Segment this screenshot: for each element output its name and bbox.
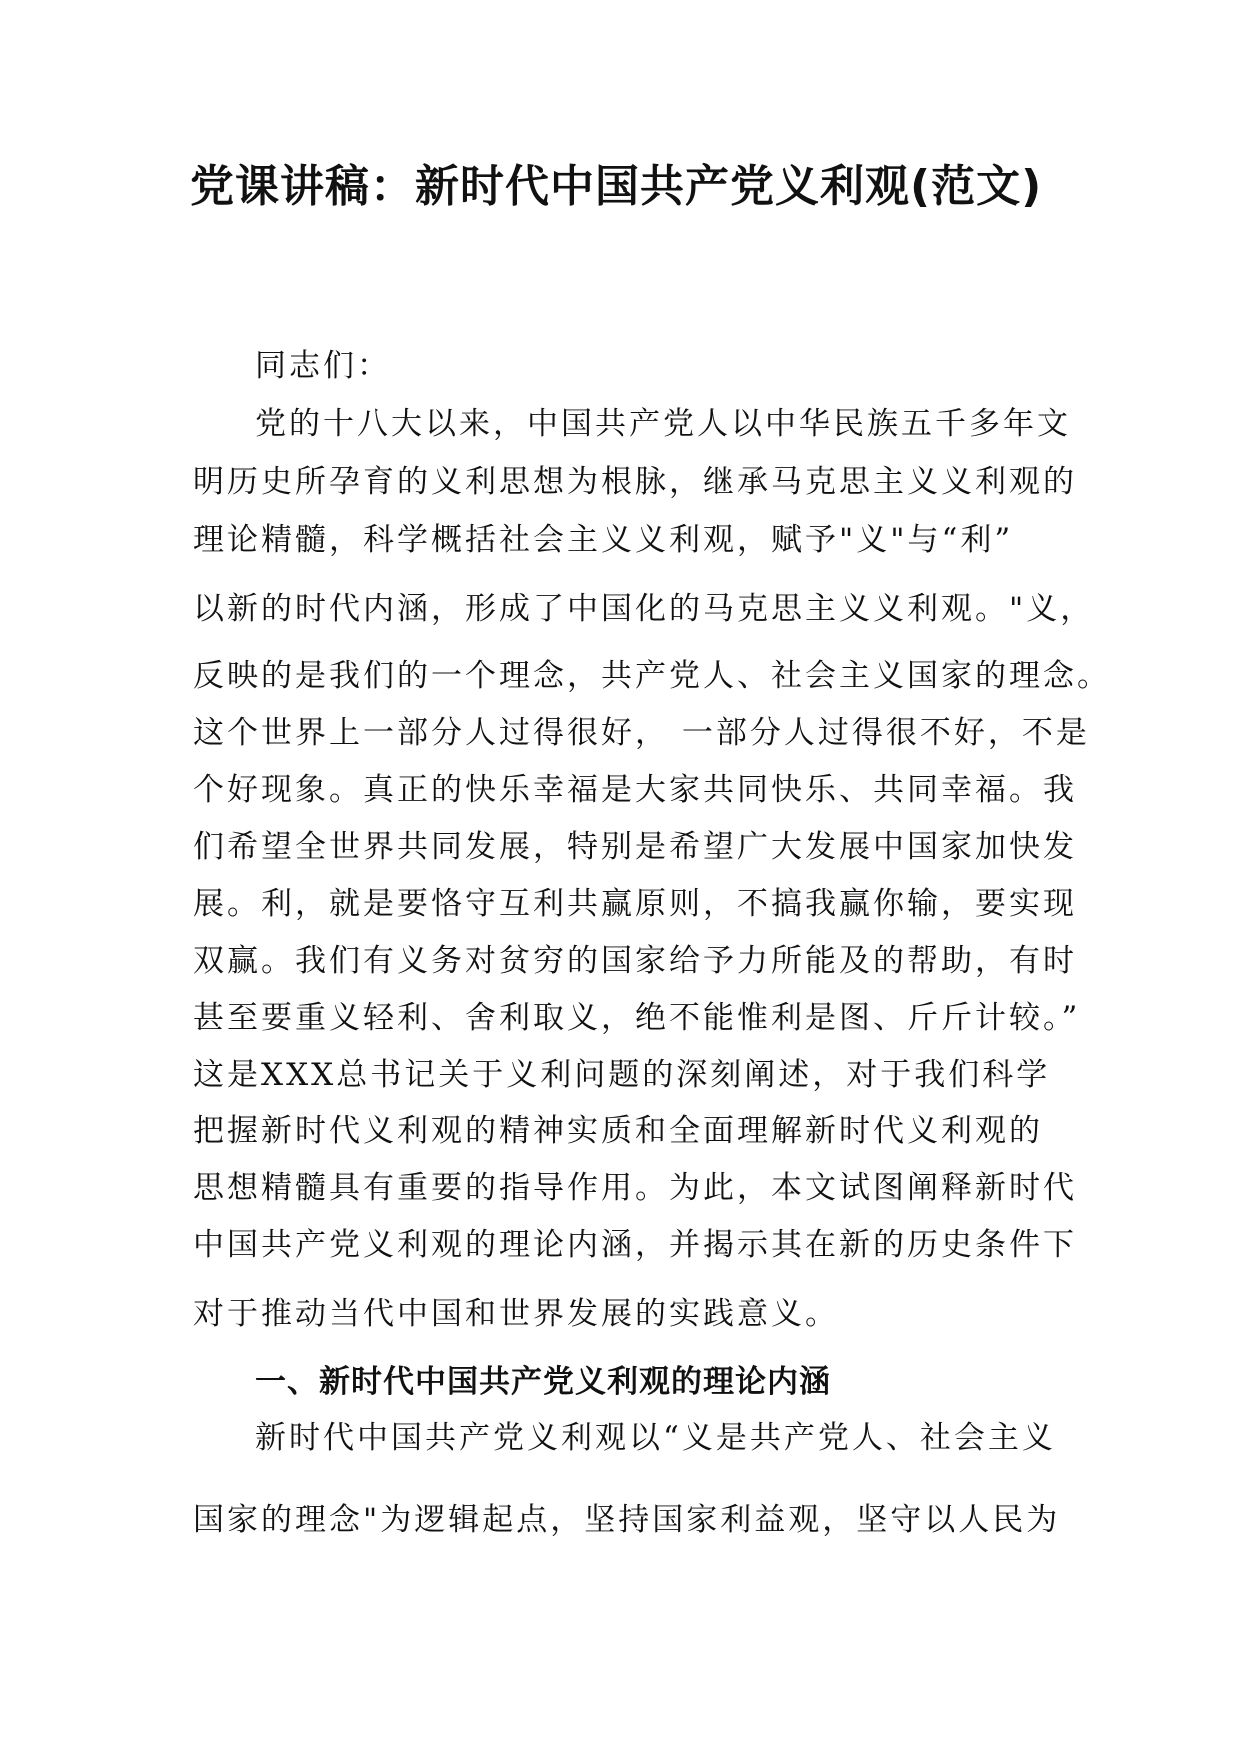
greeting: 同志们： bbox=[255, 348, 391, 384]
paragraph-line: 把握新时代义利观的精神实质和全面理解新时代义利观的 bbox=[193, 1113, 1043, 1149]
section-heading: 一、新时代中国共产党义利观的理论内涵 bbox=[255, 1364, 831, 1400]
paragraph-line: 中国共产党义利观的理论内涵，并揭示其在新的历史条件下 bbox=[193, 1227, 1077, 1263]
paragraph-line: 双赢。我们有义务对贫穷的国家给予力所能及的帮助，有时 bbox=[193, 943, 1077, 979]
paragraph-line: 甚至要重义轻利、舍利取义，绝不能惟利是图、斤斤计较。” bbox=[193, 1000, 1081, 1036]
paragraph-line: 们希望全世界共同发展，特别是希望广大发展中国家加快发 bbox=[193, 829, 1077, 865]
paragraph-line: 这是XXX总书记关于义利问题的深刻阐述，对于我们科学 bbox=[193, 1057, 1051, 1093]
paragraph-line: 个好现象。真正的快乐幸福是大家共同快乐、共同幸福。我 bbox=[193, 772, 1077, 808]
paragraph-line: 思想精髓具有重要的指导作用。为此，本文试图阐释新时代 bbox=[193, 1170, 1077, 1206]
paragraph-line: 展。利，就是要恪守互利共赢原则，不搞我赢你输，要实现 bbox=[193, 886, 1077, 922]
paragraph-line: 明历史所孕育的义利思想为根脉，继承马克思主义义利观的 bbox=[193, 464, 1077, 500]
paragraph-line: 党的十八大以来，中国共产党人以中华民族五千多年文 bbox=[255, 406, 1071, 442]
paragraph-line: 以新的时代内涵，形成了中国化的马克思主义义利观。"义， bbox=[193, 591, 1095, 627]
document-title: 党课讲稿：新时代中国共产党义利观(范文) bbox=[190, 161, 1043, 212]
paragraph-line: 国家的理念"为逻辑起点，坚持国家利益观，坚守以人民为 bbox=[193, 1502, 1061, 1538]
paragraph-line: 新时代中国共产党义利观以“义是共产党人、社会主义 bbox=[255, 1420, 1056, 1456]
paragraph-line: 理论精髓，科学概括社会主义义利观，赋予"义"与“利” bbox=[193, 522, 1014, 558]
paragraph-line: 反映的是我们的一个理念，共产党人、社会主义国家的理念。 bbox=[193, 658, 1111, 694]
paragraph-line: 这个世界上一部分人过得很好， 一部分人过得很不好，不是 bbox=[193, 715, 1090, 751]
paragraph-line: 对于推动当代中国和世界发展的实践意义。 bbox=[193, 1296, 839, 1332]
